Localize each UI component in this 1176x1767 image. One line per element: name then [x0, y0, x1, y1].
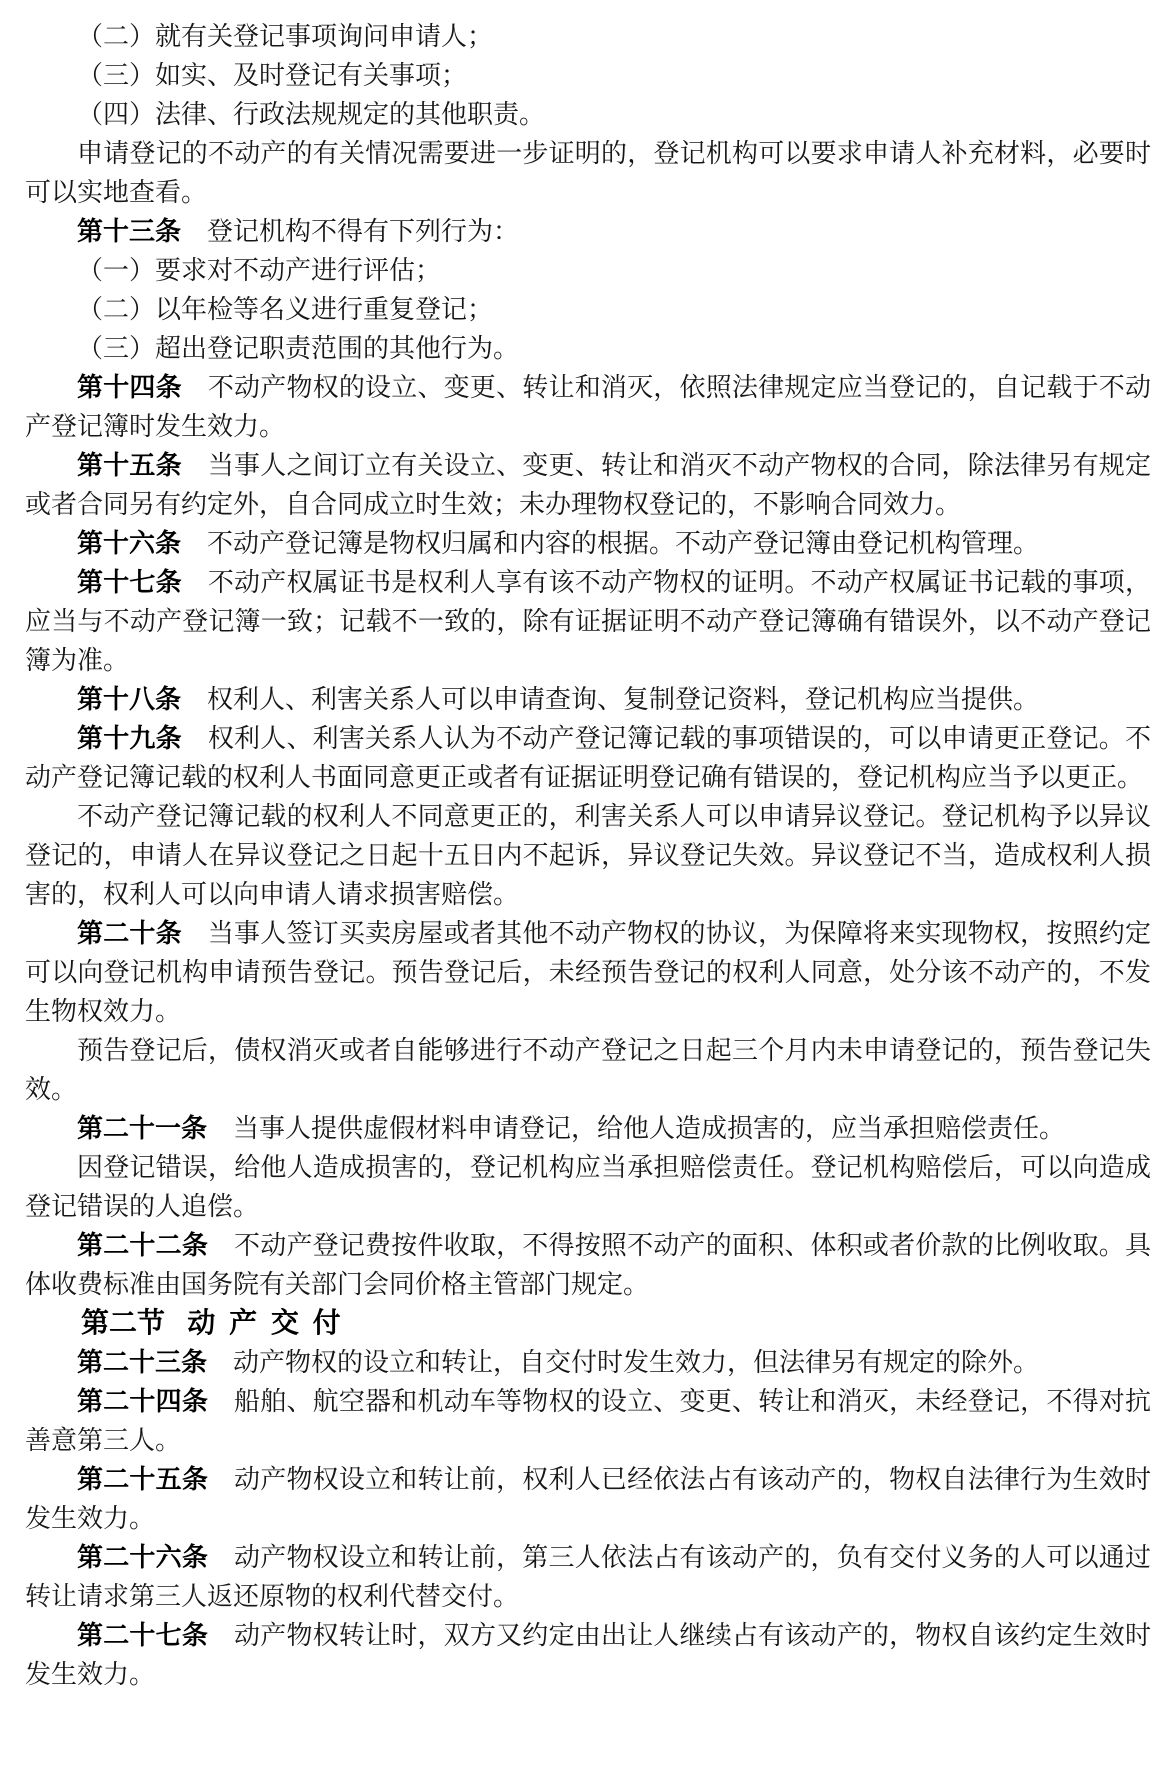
paragraph-text: 因登记错误，给他人造成损害的，登记机构应当承担赔偿责任。登记机构赔偿后，可以向造成登记错误的人追偿。 [25, 1153, 1151, 1221]
article-number: 第二十条 [77, 919, 182, 948]
article-number: 第十三条 [77, 217, 182, 246]
law-text-body [25, 17, 1151, 1694]
body-paragraph [25, 134, 1151, 212]
section-number: 第二节 [81, 1308, 166, 1339]
article-14 [25, 368, 1151, 446]
paragraph-text: 预告登记后，债权消灭或者自能够进行不动产登记之日起三个月内未申请登记的，预告登记失效。 [25, 1036, 1151, 1104]
paragraph-text: 登记机构不得有下列行为： [207, 217, 520, 246]
paragraph-text: 当事人提供虚假材料申请登记，给他人造成损害的，应当承担赔偿责任。 [233, 1114, 1066, 1143]
paragraph-text: 当事人签订买卖房屋或者其他不动产物权的协议，为保障将来实现物权，按照约定可以向登记机构申请预告登记。预告登记后，未经预告登记的权利人同意，处分该不动产的，不发生物权效力。 [25, 919, 1151, 1026]
paragraph-text: 当事人之间订立有关设立、变更、转让和消灭不动产物权的合同，除法律另有规定或者合同另有约定外，自合同成立时生效；未办理物权登记的，不影响合同效力。 [25, 451, 1151, 519]
article-number: 第十八条 [77, 685, 182, 714]
paragraph-text: （三）如实、及时登记有关事项； [77, 61, 468, 90]
paragraph-text: 不动产物权的设立、变更、转让和消灭，依照法律规定应当登记的，自记载于不动产登记簿时发生效力。 [25, 373, 1151, 441]
paragraph-text: 权利人、利害关系人可以申请查询、复制登记资料，登记机构应当提供。 [207, 685, 1040, 714]
article-22 [25, 1226, 1151, 1304]
article-17 [25, 563, 1151, 680]
paragraph-text: 动产物权设立和转让前，权利人已经依法占有该动产的，物权自法律行为生效时发生效力。 [25, 1465, 1151, 1533]
paragraph-text: （一）要求对不动产进行评估； [77, 256, 442, 285]
article-number: 第二十三条 [77, 1348, 208, 1377]
paragraph-text: 动产物权转让时，双方又约定由出让人继续占有该动产的，物权自该约定生效时发生效力。 [25, 1621, 1151, 1689]
paragraph-text: 权利人、利害关系人认为不动产登记簿记载的事项错误的，可以申请更正登记。不动产登记簿记载的权利人书面同意更正或者有证据证明登记确有错误的，登记机构应当予以更正。 [25, 724, 1151, 792]
article-number: 第十九条 [77, 724, 182, 753]
article-18 [25, 680, 1151, 719]
article-number: 第二十一条 [77, 1114, 208, 1143]
section-title: 动 产 交 付 [187, 1308, 344, 1339]
paragraph-text: （三）超出登记职责范围的其他行为。 [77, 334, 520, 363]
paragraph-text: 不动产登记簿记载的权利人不同意更正的，利害关系人可以申请异议登记。登记机构予以异议登记的，申请人在异议登记之日起十五日内不起诉，异议登记失效。异议登记不当，造成权利人损害的，权利人可以向申请人请求损害赔偿。 [25, 802, 1151, 909]
article-15 [25, 446, 1151, 524]
article-number: 第十四条 [77, 373, 182, 402]
paragraph-text: 申请登记的不动产的有关情况需要进一步证明的，登记机构可以要求申请人补充材料，必要时可以实地查看。 [25, 139, 1151, 207]
article-number: 第十六条 [77, 529, 182, 558]
body-paragraph [25, 1031, 1151, 1109]
article-25 [25, 1460, 1151, 1538]
article-20 [25, 914, 1151, 1031]
clause-item [25, 251, 1151, 290]
paragraph-text: 不动产权属证书是权利人享有该不动产物权的证明。不动产权属证书记载的事项，应当与不动产登记簿一致；记载不一致的，除有证据证明不动产登记簿确有错误外，以不动产登记簿为准。 [25, 568, 1151, 675]
paragraph-text: 不动产登记簿是物权归属和内容的根据。不动产登记簿由登记机构管理。 [207, 529, 1040, 558]
article-number: 第十七条 [77, 568, 182, 597]
article-number: 第二十二条 [77, 1231, 209, 1260]
paragraph-text: （二）就有关登记事项询问申请人； [77, 22, 494, 51]
clause-item [25, 329, 1151, 368]
paragraph-text: 动产物权设立和转让前，第三人依法占有该动产的，负有交付义务的人可以通过转让请求第三人返还原物的权利代替交付。 [25, 1543, 1151, 1611]
article-19 [25, 719, 1151, 797]
paragraph-text: 不动产登记费按件收取，不得按照不动产的面积、体积或者价款的比例收取。具体收费标准由国务院有关部门会同价格主管部门规定。 [25, 1231, 1151, 1299]
article-number: 第二十四条 [77, 1387, 209, 1416]
article-27 [25, 1616, 1151, 1694]
article-23 [25, 1343, 1151, 1382]
article-number: 第十五条 [77, 451, 182, 480]
article-16 [25, 524, 1151, 563]
article-number: 第二十七条 [77, 1621, 209, 1650]
article-13 [25, 212, 1151, 251]
body-paragraph [25, 797, 1151, 914]
paragraph-text: 船舶、航空器和机动车等物权的设立、变更、转让和消灭，未经登记，不得对抗善意第三人。 [25, 1387, 1151, 1455]
body-paragraph [25, 1148, 1151, 1226]
paragraph-text: （二）以年检等名义进行重复登记； [77, 295, 494, 324]
article-number: 第二十六条 [77, 1543, 209, 1572]
clause-item [25, 17, 1151, 56]
paragraph-text: （四）法律、行政法规规定的其他职责。 [77, 100, 546, 129]
section-heading [25, 1304, 1151, 1343]
clause-item [25, 290, 1151, 329]
article-26 [25, 1538, 1151, 1616]
clause-item [25, 95, 1151, 134]
article-24 [25, 1382, 1151, 1460]
article-number: 第二十五条 [77, 1465, 209, 1494]
clause-item [25, 56, 1151, 95]
article-21 [25, 1109, 1151, 1148]
paragraph-text: 动产物权的设立和转让，自交付时发生效力，但法律另有规定的除外。 [233, 1348, 1040, 1377]
